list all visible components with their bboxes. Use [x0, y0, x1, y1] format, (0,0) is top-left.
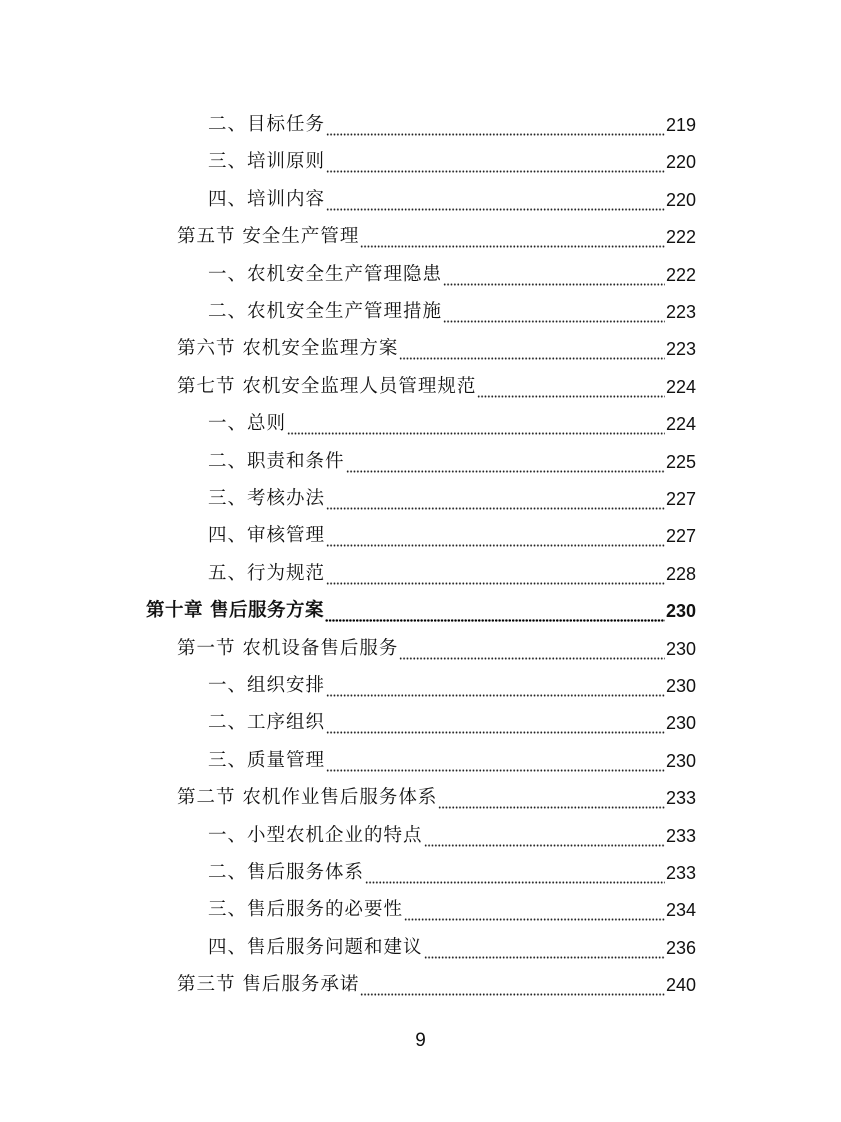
toc-entry-item[interactable]	[208, 662, 696, 699]
toc-entry-item[interactable]	[208, 849, 696, 886]
toc-entry-title: 第五节 安全生产管理	[177, 226, 360, 248]
toc-entry-page-number: 233	[665, 788, 696, 809]
dot-leader	[326, 187, 665, 211]
toc-entry-title: 二、职责和条件	[208, 450, 345, 472]
toc-entry-page-number: 230	[665, 676, 696, 696]
dot-leader	[360, 224, 665, 248]
toc-entry-page-number: 223	[665, 339, 696, 360]
toc-entry-item[interactable]	[208, 737, 696, 774]
dot-leader	[443, 299, 665, 323]
toc-entry-title: 三、质量管理	[208, 749, 326, 771]
toc-entry-title: 二、工序组织	[208, 712, 326, 734]
toc-entry-item[interactable]	[208, 699, 696, 736]
toc-entry-section[interactable]	[177, 625, 696, 662]
toc-entry-page-number: 219	[665, 115, 696, 135]
toc-entry-page-number: 230	[665, 601, 696, 622]
toc-entry-title: 第六节 农机安全监理方案	[177, 338, 399, 360]
toc-entry-title: 第一节 农机设备售后服务	[177, 637, 399, 659]
toc-entry-item[interactable]	[208, 812, 696, 849]
toc-entry-title: 四、审核管理	[208, 525, 326, 547]
toc-entry-item[interactable]	[208, 101, 696, 138]
toc-entry-title: 一、总则	[208, 413, 287, 435]
toc-entry-item[interactable]	[208, 438, 696, 475]
toc-entry-page-number: 225	[665, 451, 696, 472]
toc-entry-item[interactable]	[208, 475, 696, 512]
toc-entry-item[interactable]	[208, 550, 696, 587]
toc-entry-title: 三、售后服务的必要性	[208, 899, 404, 921]
toc-entry-title: 第十章 售后服务方案	[146, 600, 324, 622]
toc-entry-title: 一、农机安全生产管理隐患	[208, 263, 443, 285]
toc-entry-item[interactable]	[208, 512, 696, 549]
dot-leader	[326, 561, 665, 585]
dot-leader	[365, 860, 665, 884]
toc-entry-title: 四、售后服务问题和建议	[208, 936, 423, 958]
toc-entry-section[interactable]	[177, 325, 696, 362]
toc-entry-page-number: 230	[665, 750, 696, 771]
toc-entry-item[interactable]	[208, 924, 696, 961]
toc-entry-title: 三、培训原则	[208, 151, 326, 173]
toc-entry-title: 第三节 售后服务承诺	[177, 974, 360, 996]
toc-entry-item[interactable]	[208, 886, 696, 923]
dot-leader	[326, 112, 665, 136]
toc-entry-page-number: 233	[665, 825, 696, 846]
toc-entry-title: 三、考核办法	[208, 488, 326, 509]
toc-entry-item[interactable]	[208, 400, 696, 437]
toc-entry-title: 第二节 农机作业售后服务体系	[177, 787, 438, 809]
dot-leader	[360, 972, 665, 996]
toc-entry-page-number: 223	[665, 302, 696, 322]
toc-entry-page-number: 230	[665, 638, 696, 659]
toc-entry-item[interactable]	[208, 251, 696, 288]
toc-entry-page-number: 224	[665, 414, 696, 435]
toc-entry-page-number: 233	[665, 863, 696, 883]
toc-entry-page-number: 220	[665, 152, 696, 173]
dot-leader	[346, 449, 665, 473]
toc-entry-title: 第七节 农机安全监理人员管理规范	[177, 375, 477, 397]
toc-entry-item[interactable]	[208, 138, 696, 175]
toc-entry-page-number: 227	[665, 489, 696, 509]
toc-entry-section[interactable]	[177, 961, 696, 998]
toc-entry-title: 二、目标任务	[208, 114, 326, 135]
toc-entry-item[interactable]	[208, 176, 696, 213]
dot-leader	[326, 149, 665, 173]
toc-entry-title: 一、小型农机企业的特点	[208, 824, 423, 846]
toc-entry-page-number: 227	[665, 526, 696, 547]
dot-leader	[399, 336, 665, 360]
toc-entry-title: 二、售后服务体系	[208, 862, 365, 883]
dot-leader	[326, 673, 665, 697]
dot-leader	[424, 935, 665, 959]
dot-leader	[325, 598, 665, 622]
toc-entry-chapter[interactable]	[146, 587, 696, 624]
toc-entry-page-number: 228	[665, 563, 696, 584]
toc-entry-page-number: 236	[665, 937, 696, 958]
toc-entry-title: 五、行为规范	[208, 562, 326, 584]
toc-entry-page-number: 220	[665, 189, 696, 210]
toc-entry-title: 一、组织安排	[208, 675, 326, 696]
toc-entry-page-number: 222	[665, 227, 696, 248]
toc-entry-title: 四、培训内容	[208, 188, 326, 210]
toc-entry-page-number: 240	[665, 975, 696, 996]
dot-leader	[399, 636, 665, 660]
dot-leader	[443, 262, 665, 286]
dot-leader	[438, 785, 665, 809]
page-number: 9	[415, 1030, 426, 1051]
toc-entry-title: 二、农机安全生产管理措施	[208, 301, 443, 322]
toc-entry-item[interactable]	[208, 288, 696, 325]
toc-entry-page-number: 222	[665, 264, 696, 285]
dot-leader	[326, 486, 665, 510]
toc-entry-section[interactable]	[177, 213, 696, 250]
toc-entry-section[interactable]	[177, 363, 696, 400]
toc-entry-page-number: 234	[665, 900, 696, 921]
dot-leader	[326, 748, 665, 772]
dot-leader	[404, 897, 665, 921]
toc-entry-page-number: 224	[665, 376, 696, 397]
dot-leader	[326, 523, 665, 547]
dot-leader	[477, 374, 665, 398]
toc-entry-page-number: 230	[665, 713, 696, 734]
dot-leader	[326, 710, 665, 734]
toc-entry-section[interactable]	[177, 774, 696, 811]
dot-leader	[287, 411, 665, 435]
dot-leader	[424, 823, 665, 847]
